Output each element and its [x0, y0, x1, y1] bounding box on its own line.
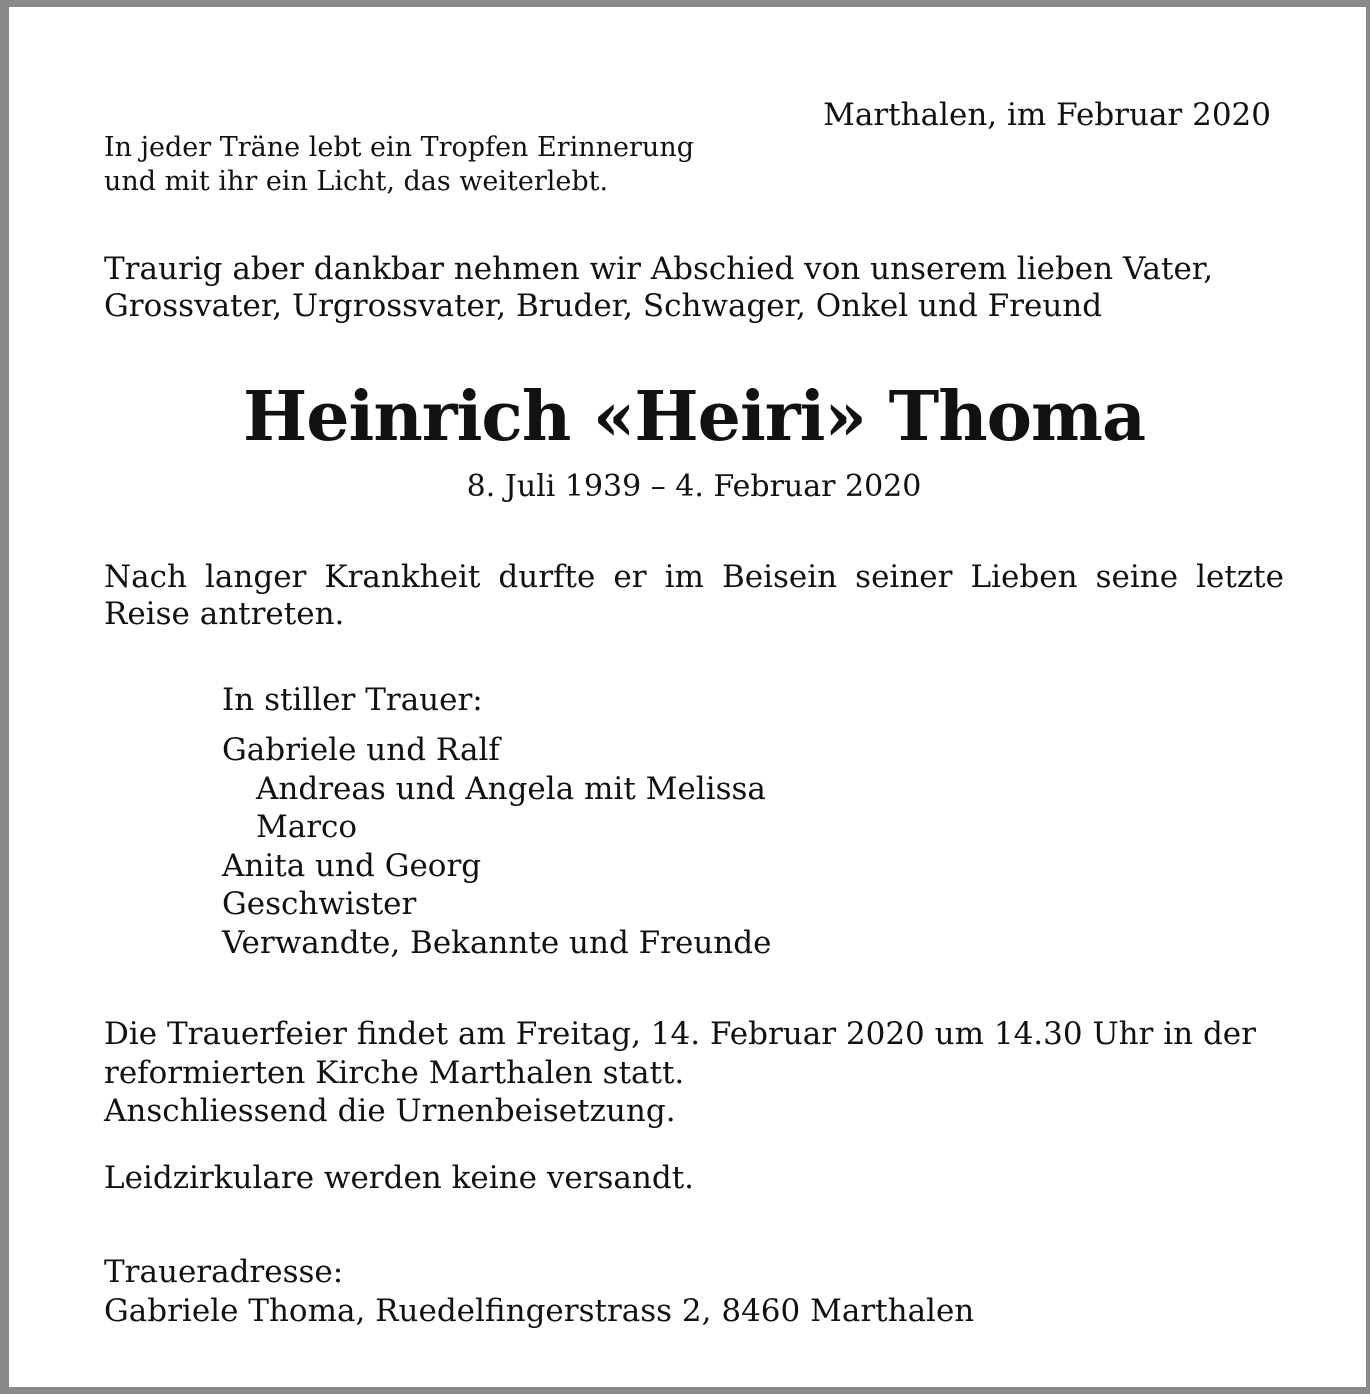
circular-notice: Leidzirkulare werden keine versandt.: [104, 1160, 695, 1196]
passing-message: Nach langer Krankheit durfte er im Beisein seiner Lieben seine letzte Reise antreten.: [104, 559, 1284, 632]
motto-line-2: und mit ihr ein Licht, das weiterlebt.: [104, 166, 609, 197]
intro-line-2: Grossvater, Urgrossvater, Bruder, Schwager, Onkel und Freund: [104, 288, 1103, 324]
mourner-entry: Anita und Georg: [222, 847, 482, 884]
mourning-heading: In stiller Trauer:: [222, 682, 483, 718]
deceased-name: Heinrich «Heiri» Thoma: [242, 377, 1146, 457]
motto-line-1: In jeder Träne lebt ein Tropfen Erinnerung: [104, 132, 694, 163]
lifespan-dates: 8. Juli 1939 – 4. Februar 2020: [466, 469, 922, 504]
address-value: Gabriele Thoma, Ruedelfingerstrass 2, 8460 Marthalen: [104, 1292, 975, 1329]
mourner-entry: Verwandte, Bekannte und Freunde: [222, 924, 772, 961]
mourner-entry: Andreas und Angela mit Melissa: [256, 770, 766, 807]
address-label: Traueradresse:: [104, 1254, 344, 1290]
mourning-address: [104, 1253, 974, 1330]
service-line-2: reformierten Kirche Marthalen statt.: [104, 1054, 685, 1091]
mourner-entry: Marco: [256, 809, 358, 845]
mourner-entry: Geschwister: [222, 886, 417, 922]
intro-line-1: Traurig aber dankbar nehmen wir Abschied von unserem lieben Vater,: [104, 251, 1214, 287]
place-date: Marthalen, im Februar 2020: [823, 97, 1271, 133]
motto-verse: [104, 131, 694, 199]
intro-text: [104, 251, 1284, 325]
mourner-entry: Gabriele und Ralf: [222, 732, 500, 768]
service-line-1: Die Trauerfeier findet am Freitag, 14. Februar 2020 um 14.30 Uhr in der: [104, 1016, 1256, 1052]
service-line-3: Anschliessend die Urnenbeisetzung.: [104, 1093, 676, 1129]
funeral-service-info: [104, 1015, 1256, 1131]
mourners-list: [222, 731, 771, 962]
